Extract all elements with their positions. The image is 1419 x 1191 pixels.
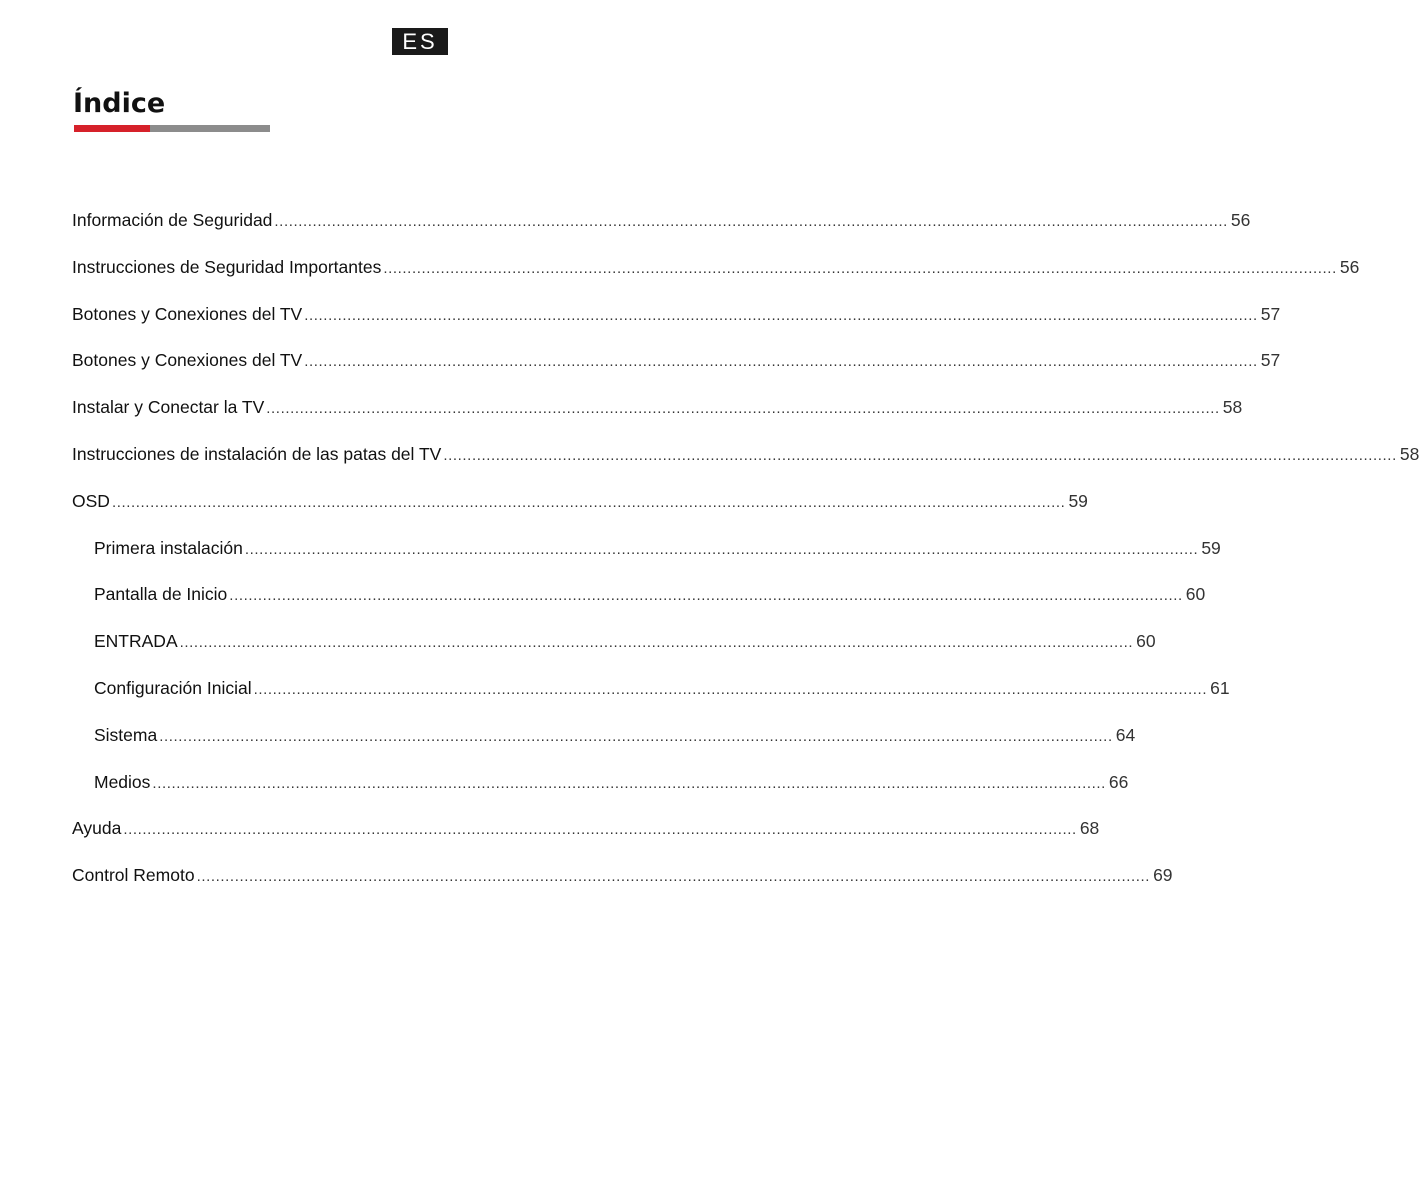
title-underline-red-segment [74,125,150,132]
toc-entry-page-number: 56 [1339,256,1360,277]
toc-entry-page-number: 59 [1068,490,1088,511]
toc-entry-page-number: 68 [1079,818,1100,839]
toc-entry-page-number: 66 [1108,771,1129,792]
toc-entry[interactable] [72,813,1100,860]
toc-entry[interactable] [72,533,1221,580]
toc-entry-page-number: 58 [1222,397,1243,418]
toc-entry-label: ENTRADA [94,631,178,652]
toc-entry[interactable] [72,767,1129,814]
toc-entry[interactable] [72,626,1156,673]
toc-leader-dots: ........................................................................................................................................................................................................ [196,868,1151,886]
toc-leader-dots: ........................................................................................................................................................................................................ [304,306,1258,324]
toc-entry-page-number: 58 [1399,443,1419,464]
toc-entry[interactable] [72,673,1230,720]
toc-entry-label: OSD [72,490,110,511]
toc-entry-page-number: 69 [1153,865,1173,886]
toc-entry-label: Instrucciones de Seguridad Importantes [72,256,382,277]
toc-entry-page-number: 57 [1260,350,1281,371]
toc-entry-label: Ayuda [72,818,122,839]
table-of-contents [72,205,1419,907]
toc-leader-dots: ........................................................................................................................................................................................................ [383,259,1337,277]
toc-leader-dots: ........................................................................................................................................................................................................ [443,446,1397,464]
toc-entry[interactable] [72,205,1251,252]
toc-entry-label: Sistema [94,724,158,745]
page-title: Índice [73,88,166,119]
toc-leader-dots: ........................................................................................................................................................................................................ [123,821,1077,839]
toc-leader-dots: ........................................................................................................................................................................................................ [266,400,1220,418]
toc-entry-label: Control Remoto [72,865,195,886]
toc-entry-label: Configuración Inicial [94,677,252,698]
toc-entry-label: Instalar y Conectar la TV [72,397,265,418]
toc-entry[interactable] [72,299,1281,346]
language-badge: ES [392,28,448,55]
toc-entry-page-number: 57 [1260,303,1281,324]
toc-entry[interactable] [72,439,1419,486]
toc-leader-dots: ........................................................................................................................................................................................................ [229,587,1183,605]
toc-leader-dots: ........................................................................................................................................................................................................ [179,634,1134,652]
toc-entry-label: Pantalla de Inicio [94,584,228,605]
toc-leader-dots: ........................................................................................................................................................................................................ [111,493,1066,511]
toc-entry[interactable] [72,345,1281,392]
toc-entry-label: Botones y Conexiones del TV [72,303,303,324]
toc-entry-page-number: 64 [1115,724,1136,745]
toc-entry[interactable] [72,720,1136,767]
toc-entry-label: Medios [94,771,151,792]
toc-entry-label: Primera instalación [94,537,243,558]
toc-leader-dots: ........................................................................................................................................................................................................ [304,353,1258,371]
toc-leader-dots: ........................................................................................................................................................................................................ [152,774,1106,792]
toc-entry-page-number: 59 [1201,537,1221,558]
toc-entry[interactable] [72,860,1173,907]
toc-leader-dots: ........................................................................................................................................................................................................ [159,727,1113,745]
toc-entry-page-number: 60 [1136,631,1156,652]
toc-leader-dots: ........................................................................................................................................................................................................ [274,213,1228,230]
toc-entry-page-number: 61 [1210,677,1230,698]
toc-leader-dots: ........................................................................................................................................................................................................ [244,540,1199,558]
toc-entry-label: Instrucciones de instalación de las patas del TV [72,443,442,464]
toc-leader-dots: ........................................................................................................................................................................................................ [253,680,1208,698]
title-underline-gray-segment [150,125,270,132]
toc-entry[interactable] [72,392,1243,439]
toc-entry[interactable] [72,252,1360,299]
toc-entry-page-number: 56 [1230,210,1251,230]
toc-entry-label: Botones y Conexiones del TV [72,350,303,371]
toc-entry[interactable] [72,486,1088,533]
toc-entry-page-number: 60 [1185,584,1206,605]
toc-entry[interactable] [72,579,1206,626]
title-underline [74,125,270,132]
toc-entry-label: Información de Seguridad [72,210,273,230]
